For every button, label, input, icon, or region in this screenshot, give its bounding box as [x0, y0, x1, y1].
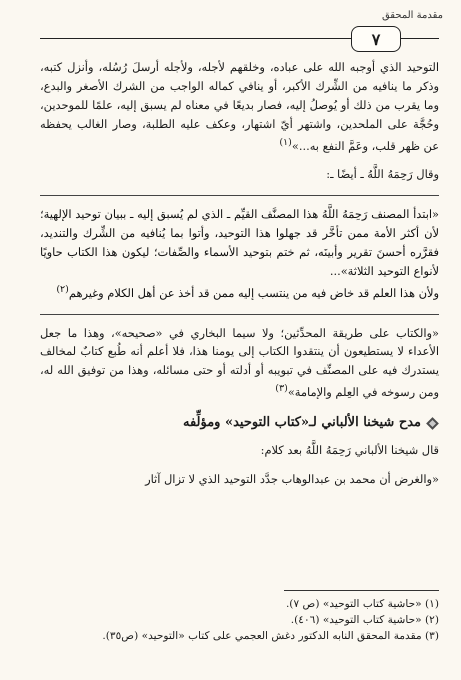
paragraph-5: «والغرض أن محمد بن عبدالوهاب جدَّد التوحيد الذي لا تزال آثار [145, 471, 439, 486]
footnote-3: (٣) مقدمة المحقق النابه الدكتور دغش العجمي على كتاب «التوحيد» (ص٣٥). [102, 629, 439, 642]
page-number-box [351, 26, 401, 52]
section-divider-top [40, 195, 439, 196]
section-heading: مدح شيخنا الألباني لـ«كتاب التوحيد» ومؤلِّفه [40, 414, 439, 433]
main-content [40, 58, 439, 489]
paragraph-2: وقال رَحِمَهُ اللَّهُ ـ أيضًا ـ: [326, 167, 439, 182]
ornament-icon [426, 417, 439, 430]
footnotes-divider [284, 590, 439, 591]
paragraph-4: قال شيخنا الألباني رَحِمَهُ اللَّهُ بعد كلام: [260, 442, 439, 457]
footnote-1: (١) «حاشية كتاب التوحيد» (ص ٧). [285, 598, 439, 610]
page-number: ٧ [371, 29, 381, 49]
footnote-ref-2: (٢) [56, 283, 69, 295]
running-header-title: مقدمة المحقق [381, 10, 443, 21]
footnote-2: (٢) «حاشية كتاب التوحيد» (٤٠٦). [290, 613, 439, 626]
quote-block-1: «ابتدأ المصنف رَحِمَهُ اللَّهُ هذا المصنَّف القيِّم ـ الذي لم يُسبق إليه ـ ببيان توحيد الإلهية؛ لأن أكثر الأمة ممن تأخَّر قد جهلوا هذا التوحيد، وأتوا بما يُنافيه من الشِّرك والتنديد، فقرَّره أحسنَ تقرير وأبينَه، ثم ختم بتوحيد الأسماء والصِّفات؛ ليكون هذا الكتاب حاويًا لأنواع التوحيد الثلاثة»... ولأن هذا العلم قد خاض فيه من ينتسب إليه ممن قد أخذ عن أهل الكلام وغيرهم$^{(٢)}$ [40, 207, 439, 300]
section-divider-bottom [40, 314, 439, 315]
footnote-ref-3: (٣) [275, 383, 288, 395]
paragraph-1: التوحيد الذي أوجبه الله على عباده، وخلقهم لأجله، ولأجله أرسلَ رُسُله، وأنزل كتبه، وذكر ما ينافيه من الشِّرك الأكبر، أو ينافي كماله الواجب من الشرك الأصغر والبدع، وما يقرب من ذلك أو يُوصلُ إليه، فصار بديعًا في معناه لم يسبق إليه، علمًا للموحدين، وحُجَّة على الملحدين، واشتهر أيّ اشتهار، وعكف عليه الطلبة، وصار الغالب يحفظه عن ظهر قلب، وعَمَّ النفع به...»$^{(١)}$ [40, 60, 439, 153]
paragraph-3: «والكتاب على طريقة المحدِّثين؛ ولا سيما البخاري في «صحيحه»، وهذا ما جعل الأعداء لا يستطيعون أن ينتقدوا الكتاب إلى يومنا هذا، فلا أعلم أنه طُبع كتابٌ لمخالف يستدرك فيه على المصنِّف في تبويبه أو أدلته أو حتى مسائله، وهذا من توفيق الله له، ومن رسوخه في العِلم والإمامة»$^{(٣)}$ [40, 325, 439, 400]
footnote-ref-1: (١) [279, 136, 292, 148]
footnotes [40, 590, 439, 644]
